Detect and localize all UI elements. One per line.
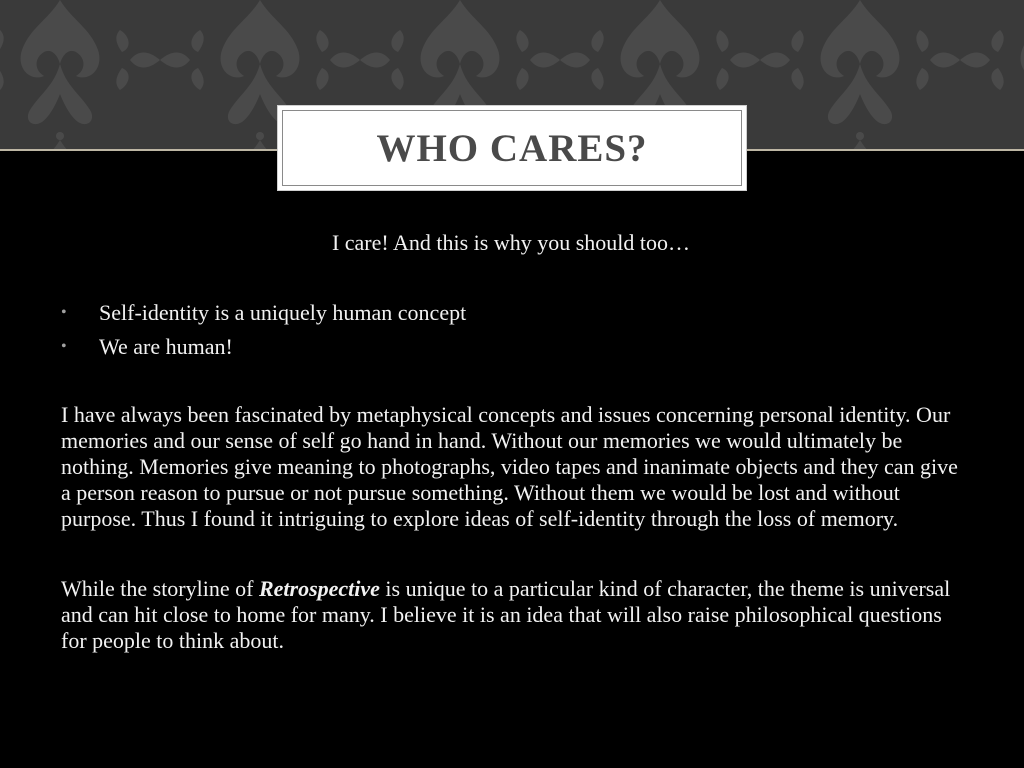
bullet-icon: • xyxy=(61,304,67,321)
bullet-text: We are human! xyxy=(99,334,233,359)
intro-line: I care! And this is why you should too… xyxy=(331,230,691,255)
slide-title: WHO CARES? xyxy=(376,126,648,170)
title-frame xyxy=(282,110,742,186)
bullet-item xyxy=(61,330,961,364)
bullet-list xyxy=(61,296,961,364)
bullet-item xyxy=(61,296,961,330)
bullet-icon: • xyxy=(61,338,67,355)
slide-content xyxy=(61,228,961,654)
paragraph-2-after: is unique to a particular kind of character, the theme is universal and can hit close to home for many. I believe it is an idea that will also raise philosophical questions for people to think about. xyxy=(61,576,951,653)
title-box xyxy=(277,105,747,191)
body-paragraph-1: I have always been fascinated by metaphysical concepts and issues concerning personal identity. Our memories and our sense of self go hand in hand. Without our memories we would ultimately be nothing. Memories give meaning to photographs, video tapes and inanimate objects and they can give a person reason to pursue or not pursue something. Without them we would be lost and without purpose. Thus I found it intriguing to explore ideas of self-identity through the loss of memory. xyxy=(61,402,958,531)
paragraph-2-before: While the storyline of xyxy=(61,576,259,601)
film-title-emphasis: Retrospective xyxy=(258,576,380,601)
bullet-text: Self-identity is a uniquely human concept xyxy=(99,300,467,325)
body-paragraph-2 xyxy=(61,576,961,654)
